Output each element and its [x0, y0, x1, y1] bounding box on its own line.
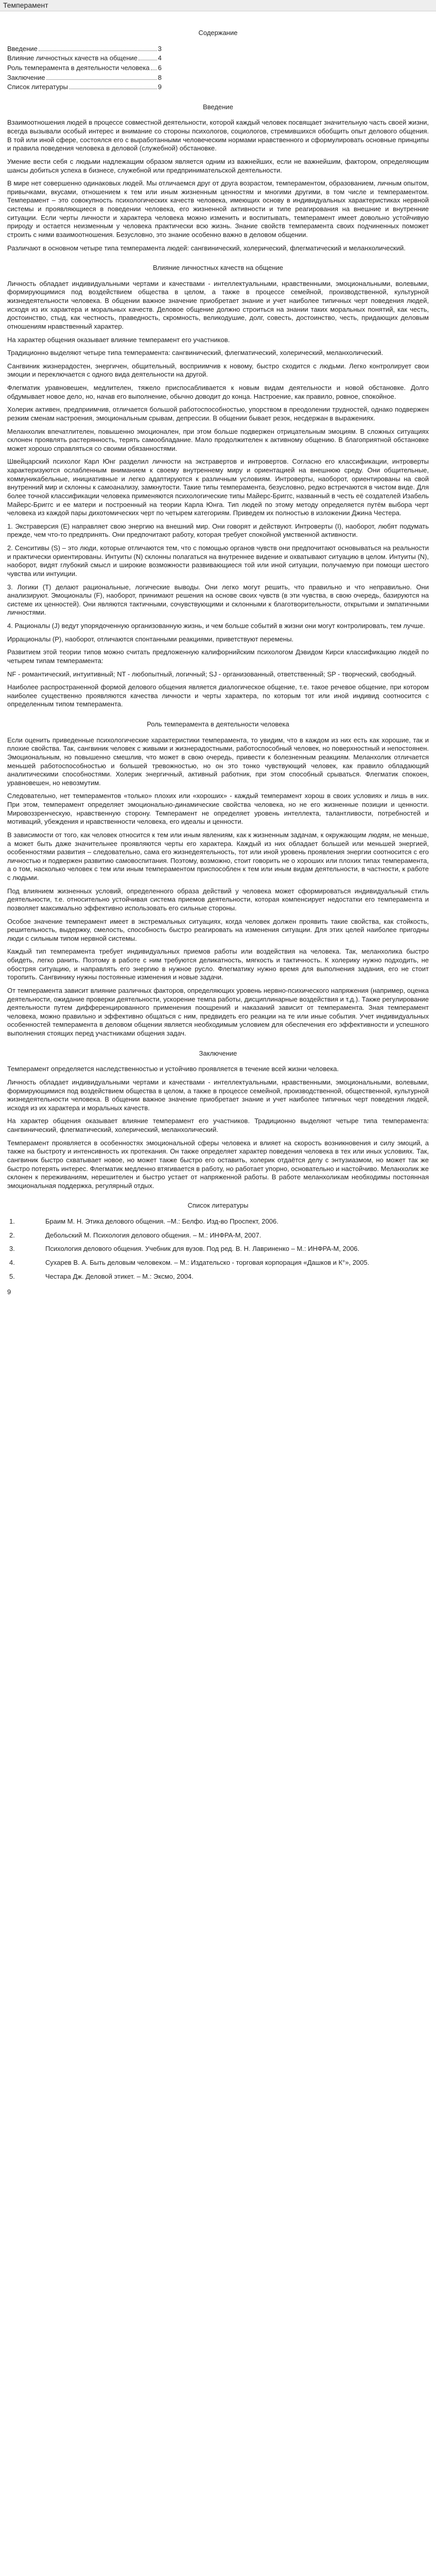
document-section: [7, 720, 429, 1038]
page-number: 9: [7, 1288, 11, 1296]
toc-entry-page: 9: [158, 83, 162, 91]
toc-entry-label: Влияние личностных качеств на общение: [7, 54, 137, 62]
paragraph: Темперамент проявляется в особенностях эмоциональной сферы человека и влияет на скорость возникновения и силу эмоций, а также на быстроту и интенсивность их протекания. Он также определяет характер поведения человека в тех или иных условиях. Так, сангвиник быстро схватывает новое, но может также быстро его оставить, холерик отдаётся делу с энтузиазмом, но может так же быстро потерять интерес. Флегматик медленно втягивается в работу, но работает упорно, основательно и настойчиво. Меланхолик же склонен к переживаниям, нерешителен и быстро устает от напряженной работы. В работе меланхоликам необходимы постоянная эмоциональная поддержка, регулярный отдых.: [7, 1139, 429, 1190]
paragraph: Каждый тип темперамента требует индивидуальных приемов работы или воздействия на человека. Так, меланхолика быстро обидеть, легко ранить. Поэтому в работе с ним требуются деликатность, мягкость и тактичность. К холерику нужно подходить, не обостряя ситуацию, и направлять его энергию в нужное русло. Флегматику нужно время для выполнения задания, его не стоит торопить. Сангвинику нужны постоянные изменения и новые задачи.: [7, 947, 429, 981]
paragraph: Наиболее распространенной формой делового общения является диалогическое общение, т.е. такое речевое общение, при котором наиболее существенно проявляются качества личности и черты характера, по которым тот или иной индивид соотносится с определенным типом темперамента.: [7, 683, 429, 708]
paragraph: Если оценить приведенные психологические характеристики темперамента, то увидим, что в каждом из них есть как хорошие, так и плохие свойства. Так, сангвиник человек с живыми и жизнерадостными, работоспособный человек, но поверхностный и непостоянен. Эмоциональным, но повышенно смешлив, что может в свою очередь, привести к болезненным реакциям. Меланхолик отличается меньшей работоспособностью и большей тревожностью, но он это тонко чувствующий человек, как правило обладающий аналитическими способностями. Холерик энергичный, активный работник, при этом способный срываться. Флегматик спокоен, уравновешен, но невозмутим.: [7, 736, 429, 787]
paragraph: Флегматик уравновешен, медлителен, тяжело приспосабливается к новым видам деятельности и новой обстановке. Долго обдумывает новое дело, но, начав его выполнение, обычно доводит до конца. Настроение, как правило, ровное, спокойное.: [7, 384, 429, 400]
toc-leader-dots: [46, 74, 157, 80]
section-heading: Заключение: [199, 1049, 237, 1057]
paragraph: В мире нет совершенно одинаковых людей. Мы отличаемся друг от друга возрастом, темпераментом, образованием, личным опытом, привычками, вкусами, отношением к тем или иным жизненным ценностям и многими другими, в том числе и темпераментом. Темперамент – это совокупность психологических качеств человека, имеющих основу в индивидуальных характеристиках нервной системы и проявляющиеся в поведении человека, его жизненной активности и типе реагирования на внешние и внутренние ситуации. Если черты личности и характера человека можно изменить и воспитывать, темперамент имеет довольно устойчивую природу и остается неизменным у человека практически всю жизнь. Знание свойств темперамента своих подчиненных поможет строить с ними взаимоотношения. Безусловно, это знание особенно важно в деловом общении.: [7, 179, 429, 239]
reference-text: Честара Дж. Деловой этикет. – М.: Эксмо, 2004.: [45, 1272, 194, 1280]
reference-number: 5.: [9, 1272, 15, 1280]
reference-item: [7, 1259, 429, 1267]
paragraph: Умение вести себя с людьми надлежащим образом является одним из важнейших, если не важнейшим, фактором, определяющим шансы добиться успеха в бизнесе, служебной или предпринимательской деятельности.: [7, 157, 429, 174]
paragraph: Под влиянием жизненных условий, определенного образа действий у человека может сформироваться индивидуальный стиль деятельности, т.е. относительно устойчивая система приемов деятельности, которая компенсирует недостатки его темперамента и позволяет максимально эффективно использовать его сильные стороны.: [7, 887, 429, 912]
toc-entry-label: Список литературы: [7, 83, 68, 91]
references-heading: Список литературы: [187, 1201, 249, 1210]
reference-item: [7, 1273, 429, 1281]
toc-heading: Содержание: [198, 29, 238, 37]
paragraph: 1. Экстраверсия (E) направляет свою энергию на внешний мир. Они говорят и действуют. Интроверты (I), наоборот, любят подумать прежде, чем что-то предпринять. Они предпочитают работу, которая требует спокойной умственной активности.: [7, 522, 429, 539]
document-section: [7, 264, 429, 709]
paragraph: NF - романтический, интуитивный; NT - любопытный, логичный; SJ - организованный, ответственный; SP - творческий, свободный.: [7, 670, 416, 678]
document-page: [0, 11, 436, 1307]
paragraph: Личность обладает индивидуальными чертами и качествами - интеллектуальными, нравственными, эмоциональными, волевыми, формирующимися под воздействием общества в целом, а также в процессе семейной, производственной, общественной, культурной жизнедеятельности человека. В общении важное значение приобретает знание и учет наиболее типичных черт поведения людей, исходя из их характера и моральных качеств.: [7, 1078, 429, 1112]
paragraph: Иррационалы (P), наоборот, отличаются спонтанными реакциями, приветствуют перемены.: [7, 635, 294, 643]
paragraph: Традиционно выделяют четыре типа темперамента: сангвинический, флегматический, холерический, меланхолический.: [7, 349, 383, 357]
section-heading: Влияние личностных качеств на общение: [153, 264, 283, 272]
toc-entry[interactable]: [7, 54, 162, 63]
reference-item: [7, 1231, 429, 1240]
toc-leader-dots: [138, 55, 157, 60]
toc-entry-page: 3: [158, 44, 162, 53]
paragraph: Различают в основном четыре типа темперамента людей: сангвинический, холерический, флегматический и меланхолический.: [7, 244, 406, 252]
reference-item: [7, 1245, 429, 1253]
document-section: [7, 1049, 429, 1191]
document-body: [7, 103, 429, 1191]
toc-leader-dots: [39, 45, 157, 51]
paragraph: Швейцарский психолог Карл Юнг разделил личности на экстравертов и интровертов. Согласно его классификации, интроверты характеризуются ослабленным вниманием к своему внутреннему миру и ориентацией на внешнюю среду. Они общительные, коммуникабельные, инициативные и легко адаптируются к различным условиям. Интроверты, наоборот, ориентированы на свой внутренний мир и склонны к самоанализу, замкнутости. Такие типы темперамента, безусловно, редко встречаются в чистом виде. Для более точной классификации человека применяются психологические типы Майерс-Бриггс, названный в честь её создателей Изабель Майерс-Бриггс и ее матери и построенный на теории Карла Юнга. Тип людей по этому методу определяется путём выбора черт человека из каждой пары дихотомических черт по четырем категориям. Приведем их полностью в изложении Джина Честера.: [7, 457, 429, 517]
reference-item: [7, 1217, 429, 1226]
toc-entry[interactable]: [7, 64, 162, 73]
paragraph: В зависимости от того, как человек относится к тем или иным явлениям, как к жизненным задачам, к окружающим людям, не меньше, а может быть даже значительнее проявляются черты его характера. Каждый из них обладает большей или меньшей энергией, особенностями развития – следовательно, сама его жизнедеятельность, тот или иной уровень проявления энергии соотносится с его личностью и подвержен развитию самовоспитания. Поэтому, возможно, стоит говорить не о хороших или плохих типах темперамента, а о том, насколько человек с тем или иным темпераментом приспособлен к тем или иным видам деятельности, в частности, к работе с людьми.: [7, 831, 429, 882]
toc-entry-label: Заключение: [7, 73, 45, 81]
reference-number: 1.: [9, 1217, 15, 1225]
paragraph: Личность обладает индивидуальными чертами и качествами - интеллектуальными, нравственными, эмоциональными, волевыми, формирующимися под воздействием общества в целом, а также в процессе семейной, производственной, культурной жизнедеятельности человека. В общении важное значение приобретает знание и учет наиболее типичных черт поведения людей, исходя из их характера и моральных качеств. Деловое общение должно строиться на знании таких моральных понятий, как честь, достоинство, стыд, как честность, праведность, скромность, великодушие, долг, совесть, достоинство, честь, придающих деловым отношениям нравственный характер.: [7, 279, 429, 330]
reference-text: Сухарев В. А. Быть деловым человеком. – М.: Издательско - торговая корпорация «Дашков и К°», 2005.: [45, 1258, 370, 1266]
toc-entry-page: 4: [158, 54, 162, 62]
references-list: [7, 1217, 429, 1281]
toc-entry[interactable]: [7, 45, 162, 54]
paragraph: Темперамент определяется наследственностью и устойчиво проявляется в течение всей жизни человека.: [7, 1065, 339, 1073]
toc-leader-dots: [151, 64, 157, 70]
paragraph: 2. Сенситивы (S) – это люди, которые отличаются тем, что с помощью органов чувств они предпочитают основываться на реальности и практически ориентированы. Интуиты (N) склонны полагаться на внутреннее видение и охватывают ситуацию в целом. Интуиты (N), наоборот, видят глубокий смысл и широкие возможности развивающиеся той или иной ситуации, получаемую при помощи шестого чувства или интуиции.: [7, 544, 429, 578]
toc-entry-label: Введение: [7, 44, 38, 53]
paragraph: Холерик активен, предприимчив, отличается большой работоспособностью, упорством в преодолении трудностей, однако подвержен резким сменам настроения, эмоциональным срывам, депрессии. В общении бывает резок, несдержан в выражениях.: [7, 405, 429, 422]
section-heading: Роль темперамента в деятельности человека: [147, 720, 289, 728]
reference-text: Дебольский М. Психология делового общения. – М.: ИНФРА-М, 2007.: [45, 1231, 261, 1239]
paragraph: На характер общения оказывает влияние темперамент его участников. Традиционно выделяют четыре типа темперамента: сангвинический, флегматический, холерический, меланхолический.: [7, 1117, 429, 1133]
document-section: [7, 103, 429, 252]
paragraph: От темперамента зависит влияние различных факторов, определяющих уровень нервно-психического напряжения (например, оценка деятельности, ожидание проверки деятельности, ускорение темпа работы, дисциплинарные воздействия и т.д.). Также регулирование деятельности путем дифференцированного применения поощрений и наказаний зависит от темперамента. Зная темперамент человека, можно правильно и эффективно общаться с ним, предвидеть его реакции на те или иные события. Учет индивидуальных особенностей темперамента в деловом общении является необходимым условием для обеспечения его эффективности и успешного выполнения стоящих перед участниками общения задач.: [7, 986, 429, 1037]
paragraph: 4. Рационалы (J) ведут упорядоченную организованную жизнь, и чем больше событий в жизни они могут контролировать, тем лучше.: [7, 622, 425, 630]
window-title-bar: [0, 0, 436, 11]
toc-entry-page: 6: [158, 63, 162, 72]
paragraph: Следовательно, нет темпераментов «только» плохих или «хороших» - каждый темперамент хорош в своих условиях и лишь в них. При этом, темперамент определяет эмоционально-динамические свойства человека, но не его жизненные позиции и ценности. Мировоззренческую, нравственную сторону. Темперамент не определяет уровень интеллекта, талантливости, потребностей и мотиваций, убеждения и нравственности человека, его идеалы и ценности.: [7, 792, 429, 826]
table-of-contents: [7, 45, 429, 92]
reference-number: 2.: [9, 1231, 15, 1239]
toc-entry-page: 8: [158, 73, 162, 81]
paragraph: Взаимоотношения людей в процессе совместной деятельности, которой каждый человек посвящает значительную часть своей жизни, всегда вызывали особый интерес и внимание со стороны психологов, социологов, стремившихся обобщить опыт делового общения. В той или иной сфере, состоялся его с выработанными человеческим нормами нравственного и сформулировать основные принципы и правила поведения человека в деловой (служебной) обстановке.: [7, 118, 429, 152]
paragraph: Меланхолик впечатлителен, повышенно эмоционален, при этом больше подвержен отрицательным эмоциям. В сложных ситуациях склонен проявлять растерянность, терять самообладание. Мало продолжителен к активному общению. В благоприятной обстановке может хорошо справляться со своими обязанностями.: [7, 427, 429, 452]
toc-entry-label: Роль темперамента в деятельности человека: [7, 63, 150, 72]
paragraph: На характер общения оказывает влияние темперамент его участников.: [7, 335, 230, 344]
window-title: Темперамент: [3, 1, 48, 9]
paragraph: Сангвиник жизнерадостен, энергичен, общительный, восприимчив к новому, быстро сходится с людьми. Легко контролирует свои эмоции и переключается с одного вида деятельности на другой.: [7, 362, 429, 379]
reference-text: Браим М. Н. Этика делового общения. –М.: Белфо. Изд-во Проспект, 2006.: [45, 1217, 278, 1225]
paragraph: Развитием этой теории типов можно считать предложенную калифорнийским психологом Дэвидом Кирси классификацию людей по четырем типам темперамента:: [7, 648, 429, 665]
toc-leader-dots: [69, 83, 157, 89]
reference-text: Психология делового общения. Учебник для вузов. Под ред. В. Н. Лавриненко – М.: ИНФРА-М, 2006.: [45, 1245, 360, 1253]
toc-entry[interactable]: [7, 83, 162, 92]
section-heading: Введение: [203, 103, 233, 111]
toc-entry[interactable]: [7, 74, 162, 82]
reference-number: 4.: [9, 1258, 15, 1266]
paragraph: 3. Логики (T) делают рациональные, логические выводы. Они легко могут решить, что правильно и что неправильно. Они анализируют. Эмоционалы (F), наоборот, принимают решения на основе своих чувств (в эти чувства, в свою очередь, базируются на системе их ценностей). Они являются тактичными, сочувствующими и склонными к благотворительности, открытыми и эмпатичными личностями.: [7, 583, 429, 617]
reference-number: 3.: [9, 1245, 15, 1253]
paragraph: Особое значение темперамент имеет в экстремальных ситуациях, когда человек должен проявить такие свойства, как стойкость, решительность, выдержку, смелость, способность быстро реагировать на изменения ситуации. Для этих целей наиболее пригодны люди с сильным типом нервной системы.: [7, 917, 429, 942]
